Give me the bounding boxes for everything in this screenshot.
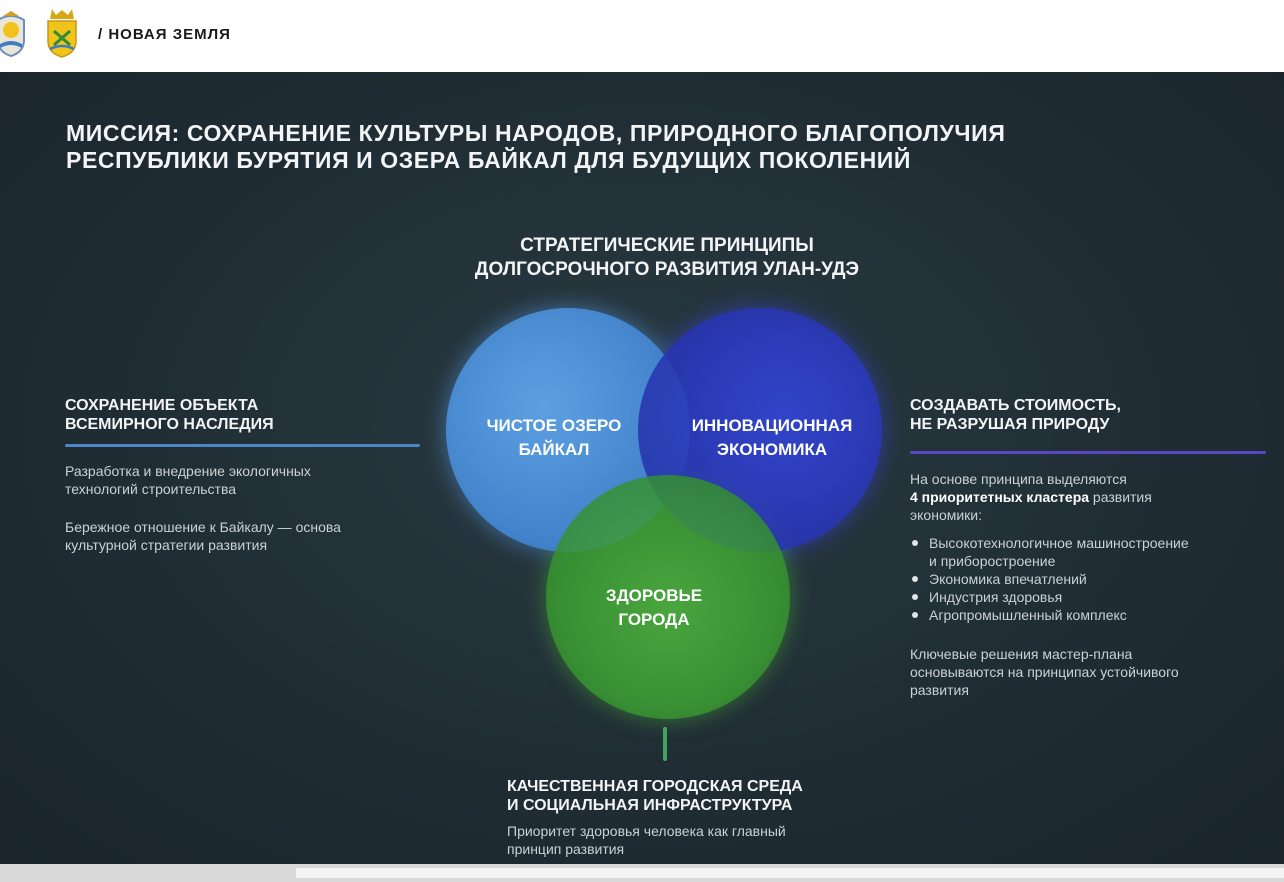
cluster-item: Агропромышленный комплекс [910,606,1250,624]
bottom-text: Приоритет здоровья человека как главный принцип развития [507,823,786,857]
left-divider [65,444,420,447]
strategy-line-2: ДОЛГОСРОЧНОГО РАЗВИТИЯ УЛАН-УДЭ [474,259,860,280]
buryatia-emblem-icon [0,10,28,58]
right-intro-tail: развития экономики: [910,489,1152,523]
right-intro-highlight: 4 приоритетных кластера [910,489,1090,505]
circle-label-economy: ИННОВАЦИОННАЯ ЭКОНОМИКА [691,416,853,459]
strategy-line-1: СТРАТЕГИЧЕСКИЕ ПРИНЦИПЫ [520,235,814,256]
mission-line-1: МИССИЯ: СОХРАНЕНИЕ КУЛЬТУРЫ НАРОДОВ, ПРИРОДНОГО БЛАГОПОЛУЧИЯ [66,120,1006,146]
bottom-connector [663,727,667,761]
right-section-title: СОЗДАВАТЬ СТОИМОСТЬ, НЕ РАЗРУШАЯ ПРИРОДУ [910,397,1121,433]
left-text-2: Бережное отношение к Байкалу — основа культурной стратегии развития [65,519,341,553]
circle-label-health: ЗДОРОВЬЕ ГОРОДА [605,586,703,629]
cluster-list [910,534,1250,624]
strategy-heading [392,234,942,282]
mission-heading [66,120,1216,174]
left-text-1: Разработка и внедрение экологичных технологий строительства [65,463,311,497]
scrollbar-thumb[interactable] [296,868,1284,878]
right-outro: Ключевые решения мастер-плана основываются на принципах устойчивого развития [910,646,1179,698]
horizontal-scrollbar[interactable] [0,864,1284,882]
bottom-section-title: КАЧЕСТВЕННАЯ ГОРОДСКАЯ СРЕДА И СОЦИАЛЬНАЯ ИНФРАСТРУКТУРА [507,778,803,814]
right-intro [910,470,1260,524]
cluster-item: Экономика впечатлений [910,570,1250,588]
circle-label-lake: ЧИСТОЕ ОЗЕРО БАЙКАЛ [486,416,622,459]
left-section-title: СОХРАНЕНИЕ ОБЪЕКТА ВСЕМИРНОГО НАСЛЕДИЯ [65,397,274,433]
brand-title: / НОВАЯ ЗЕМЛЯ [98,26,231,43]
top-bar [0,0,1284,72]
cluster-item: Индустрия здоровья [910,588,1250,606]
mission-line-2: РЕСПУБЛИКИ БУРЯТИЯ И ОЗЕРА БАЙКАЛ ДЛЯ БУДУЩИХ ПОКОЛЕНИЙ [66,147,912,173]
venn-diagram [400,282,940,742]
presentation-slide [0,72,1284,864]
ulan-ude-emblem-icon [44,7,80,59]
cluster-item: Высокотехнологичное машиностроение и приборостроение [910,534,1250,570]
right-divider [910,451,1266,454]
right-intro-text: На основе принципа выделяются [910,471,1127,487]
